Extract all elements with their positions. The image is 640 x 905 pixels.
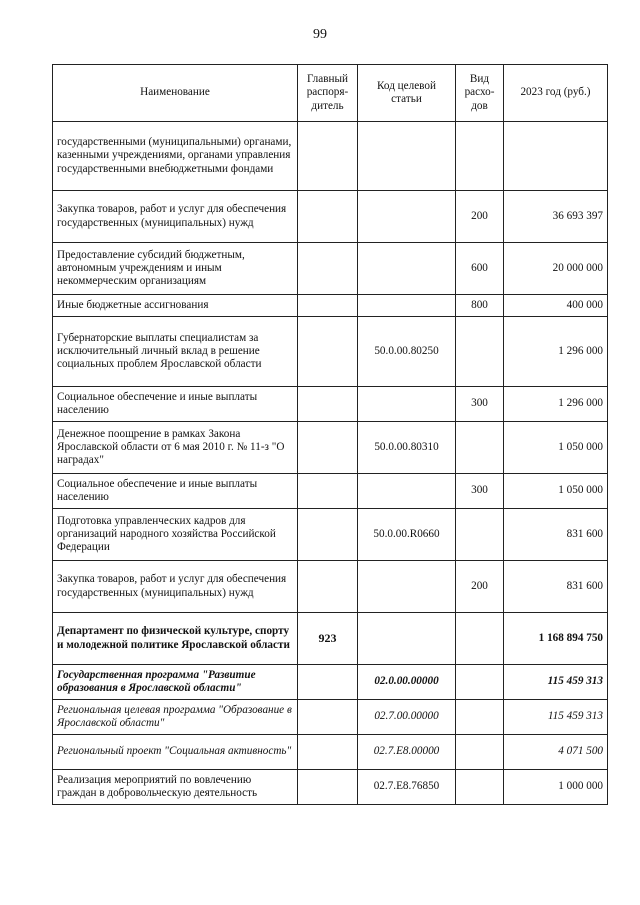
table-row: [53, 770, 608, 805]
table-row: [53, 700, 608, 735]
table-row: [53, 474, 608, 509]
table-row: [53, 509, 608, 561]
cell-type: 600: [456, 243, 504, 295]
cell-admin: [298, 735, 358, 770]
cell-admin: [298, 665, 358, 700]
table-row: [53, 665, 608, 700]
table-body: [53, 122, 608, 805]
cell-amount: 1 168 894 750: [504, 613, 608, 665]
cell-code: 02.0.00.00000: [358, 665, 456, 700]
table-row: [53, 295, 608, 317]
cell-type: [456, 317, 504, 387]
cell-admin: [298, 770, 358, 805]
header-type: Вид расхо-дов: [456, 65, 504, 122]
cell-code: [358, 243, 456, 295]
cell-type: [456, 770, 504, 805]
cell-code: [358, 191, 456, 243]
cell-code: [358, 122, 456, 191]
cell-amount: 1 050 000: [504, 474, 608, 509]
table-row: [53, 422, 608, 474]
cell-type: 200: [456, 191, 504, 243]
cell-name: Иные бюджетные ассигнования: [53, 295, 298, 317]
cell-type: 300: [456, 474, 504, 509]
cell-code: [358, 613, 456, 665]
header-admin: Главный распоря-дитель: [298, 65, 358, 122]
cell-amount: 1 000 000: [504, 770, 608, 805]
cell-code: [358, 387, 456, 422]
cell-name: Социальное обеспечение и иные выплаты населению: [53, 474, 298, 509]
cell-admin: [298, 474, 358, 509]
cell-code: 50.0.00.R0660: [358, 509, 456, 561]
cell-type: 800: [456, 295, 504, 317]
cell-amount: 20 000 000: [504, 243, 608, 295]
cell-amount: 115 459 313: [504, 700, 608, 735]
cell-name: Реализация мероприятий по вовлечению граждан в добровольческую деятельность: [53, 770, 298, 805]
cell-code: 50.0.00.80250: [358, 317, 456, 387]
cell-admin: [298, 295, 358, 317]
header-name: Наименование: [53, 65, 298, 122]
header-code: Код целевой статьи: [358, 65, 456, 122]
cell-amount: 831 600: [504, 509, 608, 561]
table-row: [53, 317, 608, 387]
cell-name: Предоставление субсидий бюджетным, автономным учреждениям и иным некоммерческим организациям: [53, 243, 298, 295]
page-number: 99: [313, 27, 327, 42]
cell-code: [358, 561, 456, 613]
budget-table: [52, 64, 608, 805]
cell-admin: [298, 509, 358, 561]
cell-type: [456, 422, 504, 474]
cell-name: государственными (муниципальными) органами, казенными учреждениями, органами управления государственными внебюджетными фондами: [53, 122, 298, 191]
cell-name: Региональный проект "Социальная активность": [53, 735, 298, 770]
cell-type: [456, 613, 504, 665]
cell-admin: [298, 387, 358, 422]
table-row: [53, 191, 608, 243]
cell-amount: [504, 122, 608, 191]
cell-amount: 4 071 500: [504, 735, 608, 770]
cell-amount: 1 296 000: [504, 387, 608, 422]
cell-code: 50.0.00.80310: [358, 422, 456, 474]
cell-amount: 1 296 000: [504, 317, 608, 387]
cell-code: [358, 474, 456, 509]
cell-type: [456, 700, 504, 735]
cell-name: Закупка товаров, работ и услуг для обеспечения государственных (муниципальных) нужд: [53, 561, 298, 613]
cell-amount: 36 693 397: [504, 191, 608, 243]
cell-name: Региональная целевая программа "Образование в Ярославской области": [53, 700, 298, 735]
table-row: [53, 613, 608, 665]
cell-name: Социальное обеспечение и иные выплаты населению: [53, 387, 298, 422]
cell-type: [456, 735, 504, 770]
cell-type: 300: [456, 387, 504, 422]
table-row: [53, 735, 608, 770]
cell-code: 02.7.E8.76850: [358, 770, 456, 805]
cell-admin: [298, 422, 358, 474]
table-header-row: [53, 65, 608, 122]
cell-admin: [298, 122, 358, 191]
cell-type: 200: [456, 561, 504, 613]
cell-name: Подготовка управленческих кадров для организаций народного хозяйства Российской Федерации: [53, 509, 298, 561]
cell-name: Закупка товаров, работ и услуг для обеспечения государственных (муниципальных) нужд: [53, 191, 298, 243]
table-row: [53, 561, 608, 613]
table-row: [53, 243, 608, 295]
table-row: [53, 387, 608, 422]
cell-admin: [298, 700, 358, 735]
cell-admin: [298, 243, 358, 295]
table-row: [53, 122, 608, 191]
cell-admin: [298, 561, 358, 613]
cell-type: [456, 509, 504, 561]
cell-name: Губернаторские выплаты специалистам за исключительный личный вклад в решение социальных проблем Ярославской области: [53, 317, 298, 387]
cell-amount: 115 459 313: [504, 665, 608, 700]
cell-code: 02.7.00.00000: [358, 700, 456, 735]
cell-type: [456, 665, 504, 700]
cell-amount: 1 050 000: [504, 422, 608, 474]
cell-admin: [298, 317, 358, 387]
cell-name: Государственная программа "Развитие образования в Ярославской области": [53, 665, 298, 700]
cell-amount: 400 000: [504, 295, 608, 317]
cell-name: Денежное поощрение в рамках Закона Ярославской области от 6 мая 2010 г. № 11-з "О наградах": [53, 422, 298, 474]
cell-type: [456, 122, 504, 191]
cell-amount: 831 600: [504, 561, 608, 613]
cell-name: Департамент по физической культуре, спорту и молодежной политике Ярославской области: [53, 613, 298, 665]
cell-admin: [298, 191, 358, 243]
cell-code: 02.7.E8.00000: [358, 735, 456, 770]
cell-admin: 923: [298, 613, 358, 665]
cell-code: [358, 295, 456, 317]
header-amount: 2023 год (руб.): [504, 65, 608, 122]
